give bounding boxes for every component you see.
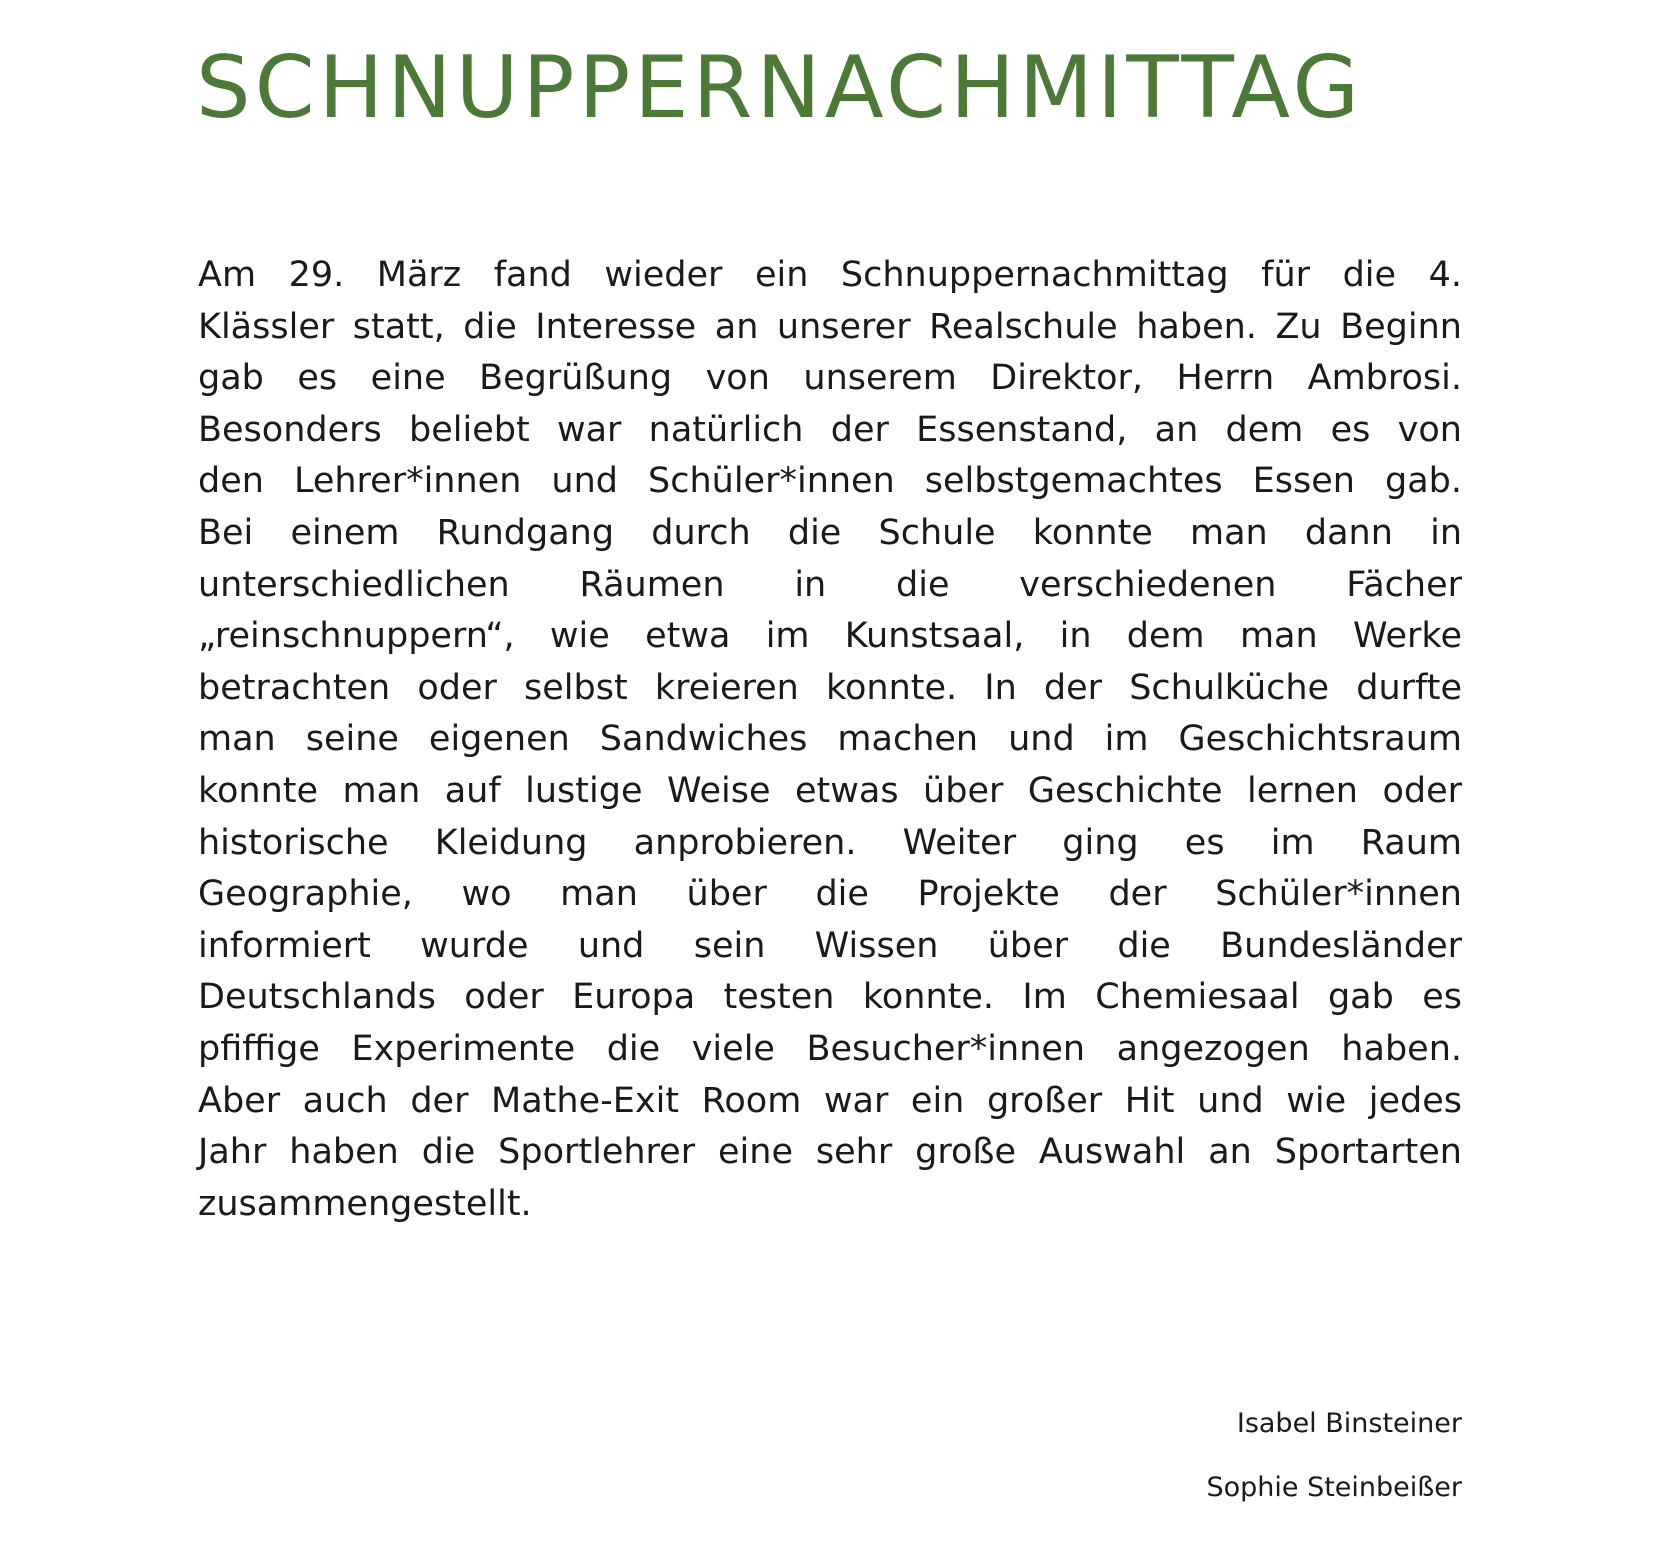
article-line: Aber auch der Mathe-Exit Room war ein großer Hit und wie jedes (198, 1080, 1462, 1121)
article-line: Besonders beliebt war natürlich der Essenstand, an dem es von (198, 409, 1462, 450)
article-line: unterschiedlichen Räumen in die verschiedenen Fächer (198, 564, 1462, 605)
article-line: Am 29. März fand wieder ein Schnuppernachmittag für die 4. (198, 255, 1462, 295)
article-line: „reinschnuppern“, wie etwa im Kunstsaal, in dem man Werke (198, 616, 1462, 657)
article-line: Klässler statt, die Interesse an unserer Realschule haben. Zu Beginn (198, 306, 1462, 347)
article-line: betrachten oder selbst kreieren konnte. In der Schulküche durfte (198, 667, 1462, 708)
page-title: SCHNUPPERNACHMITTAG (196, 38, 1364, 138)
article-line: Deutschlands oder Europa testen konnte. Im Chemiesaal gab es (198, 977, 1462, 1018)
article-line: pfiffige Experimente die viele Besucher*innen angezogen haben. (198, 1028, 1462, 1069)
author-name: Isabel Binsteiner (1236, 1408, 1462, 1439)
author-credits (1206, 1405, 1462, 1533)
article-line: zusammengestellt. (198, 1183, 532, 1224)
article-line: gab es eine Begrüßung von unserem Direktor, Herrn Ambrosi. (198, 358, 1462, 399)
article-body (198, 250, 1462, 1230)
article-line: informiert wurde und sein Wissen über die Bundesländer (198, 925, 1462, 966)
author-name: Sophie Steinbeißer (1206, 1472, 1462, 1503)
article-line: konnte man auf lustige Weise etwas über Geschichte lernen oder (198, 770, 1462, 811)
article-line: Jahr haben die Sportlehrer eine sehr große Auswahl an Sportarten (198, 1132, 1462, 1173)
article-line: den Lehrer*innen und Schüler*innen selbstgemachtes Essen gab. (198, 461, 1462, 502)
article-line: man seine eigenen Sandwiches machen und im Geschichtsraum (198, 719, 1462, 760)
article-line: historische Kleidung anprobieren. Weiter ging es im Raum (198, 822, 1462, 863)
article-line: Bei einem Rundgang durch die Schule konnte man dann in (198, 512, 1462, 553)
article-line: Geographie, wo man über die Projekte der Schüler*innen (198, 874, 1462, 915)
